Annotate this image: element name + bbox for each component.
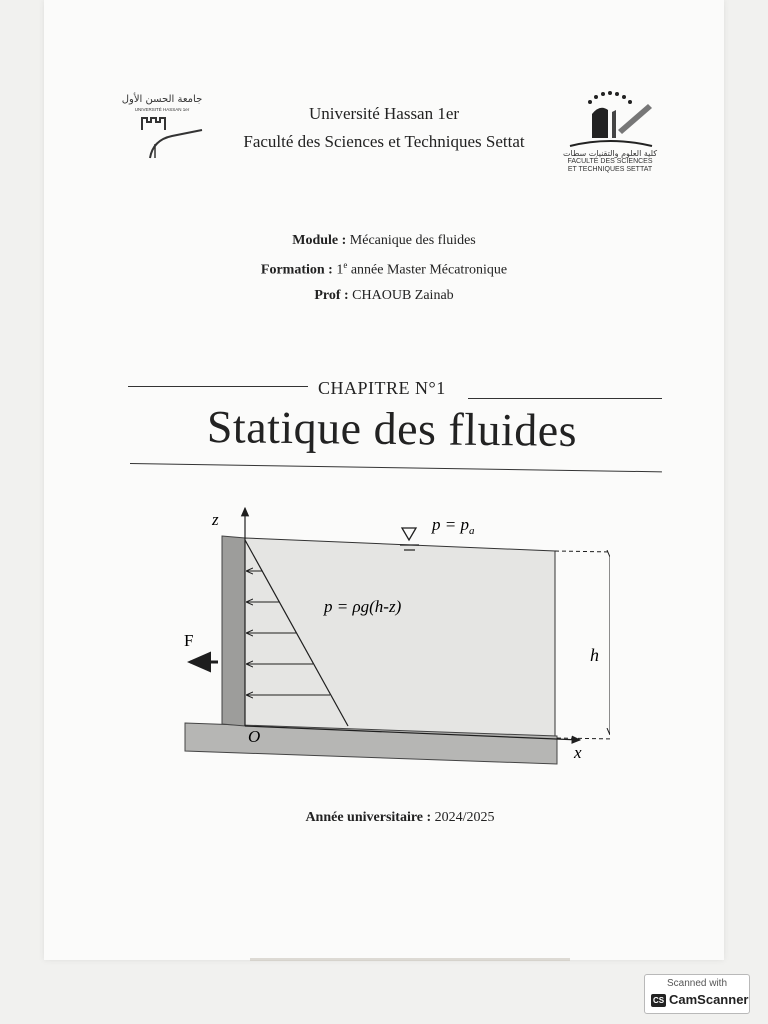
chapter-label: CHAPITRE N°1 [318,378,446,398]
module-line [0,228,768,253]
prof-value: CHAOUB Zainab [348,287,454,303]
academic-year-value: 2024/2025 [431,810,495,825]
origin-label: O [248,727,261,746]
faculty-name: Faculté des Sciences et Techniques Settat [243,132,525,151]
module-label: Module : [292,233,347,248]
formation-value-prefix: 1 [332,262,344,278]
formation-label: Formation : [260,262,333,278]
page-edge-shadow [250,958,570,961]
module-value: Mécanique des fluides [346,233,476,248]
height-label: h [590,645,599,665]
faculty-logo-arabic-text: كلية العلوم والتقنيات سطات [562,149,658,158]
hydrostatic-diagram [170,500,610,775]
chapter-rule-left [128,386,308,387]
university-logo-latin-text: UNIVERSITÉ HASSAN 1er [134,107,190,112]
z-axis-label: z [212,510,219,529]
fluid-region [245,538,555,738]
camscanner-watermark [644,974,750,1014]
faculty-logo-caption [558,150,662,174]
faculty-logo-latin-line-1: FACULTÉ DES SCIENCES [567,158,653,165]
watermark-caption: Scanned with [666,978,728,989]
force-label: F [184,631,194,650]
vertical-wall [222,536,245,726]
formation-value-superscript: e [343,260,348,270]
watermark-brand: CamScanner [669,992,749,1007]
camscanner-logo-icon: CS [652,996,665,1005]
chapter-title: Statique des fluides [206,401,578,456]
chapter-rule-right [468,398,662,399]
surface-pressure-label: $p = p_a$ [432,515,475,537]
academic-year-label: Année universitaire : [305,810,432,825]
course-info [0,228,768,308]
prof-label: Prof : [314,287,349,303]
formation-line [0,253,768,283]
hydrostatic-pressure-label: p = ρg(h-z) [324,597,402,616]
height-dim-top [555,551,610,552]
university-logo-arabic-text: جامعة الحسن الأول [121,94,203,105]
x-axis-label: x [574,743,582,762]
academic-year [0,810,768,826]
university-name: Université Hassan 1er [308,104,460,123]
faculty-logo-latin-line-2: ET TECHNIQUES SETTAT [567,166,653,173]
prof-line [0,283,768,308]
formation-value-suffix: année Master Mécatronique [347,262,508,278]
